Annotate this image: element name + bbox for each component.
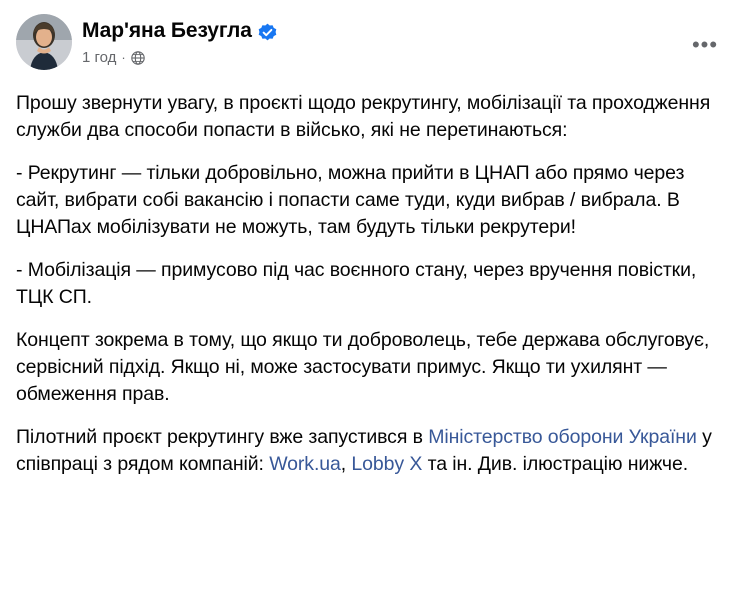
post-body: [16, 90, 724, 478]
post-inline-link[interactable]: Work.ua: [269, 453, 341, 475]
globe-icon[interactable]: [131, 51, 145, 65]
post-more-options-button[interactable]: •••: [691, 32, 719, 57]
author-row: [82, 18, 724, 44]
post-paragraph: [16, 257, 724, 311]
post-text-segment: ,: [340, 453, 352, 475]
post-text-segment: Пілотний проєкт рекрутингу вже запустився в: [16, 426, 429, 448]
post-inline-link[interactable]: Міністерство оборони України: [428, 426, 697, 448]
avatar[interactable]: [16, 14, 72, 70]
post-paragraph: [16, 160, 724, 241]
post-paragraph: [16, 90, 724, 144]
post-timestamp[interactable]: 1 год: [82, 49, 117, 66]
post-header-text: [82, 14, 724, 67]
post-text-segment: - Мобілізація — примусово під час воєнного стану, через вручення повістки, ТЦК СП.: [16, 259, 697, 308]
post-paragraph: [16, 424, 724, 478]
post-text-segment: - Рекрутинг — тільки добровільно, можна прийти в ЦНАП або прямо через сайт, вибрати собі вакансію і попасти саме туди, куди вибрав / вибрала. В ЦНАПах мобілізувати не можуть, там будуть тільки рекрутери!: [16, 162, 685, 238]
verified-badge-icon: [258, 23, 277, 42]
post-text-segment: та ін. Див. ілюстрацію нижче.: [422, 453, 689, 475]
post-inline-link[interactable]: Lobby X: [351, 453, 423, 475]
post-text-segment: у співпраці з рядом компаній:: [16, 426, 712, 475]
meta-separator: ·: [121, 50, 126, 65]
post-meta: [82, 49, 724, 67]
post-paragraph: [16, 327, 724, 408]
author-name[interactable]: Мар'яна Безугла: [82, 19, 252, 42]
post-text-segment: Концепт зокрема в тому, що якщо ти доброволець, тебе держава обслуговує, сервісний підхід. Якщо ні, може застосувати примус. Якщо ти ухилянт — обмеження прав.: [16, 329, 710, 405]
post-text-segment: Прошу звернути увагу, в проєкті щодо рекрутингу, мобілізації та проходження служби два способи попасти в військо, які не перетинаються:: [16, 92, 711, 141]
post-header: [16, 14, 724, 76]
